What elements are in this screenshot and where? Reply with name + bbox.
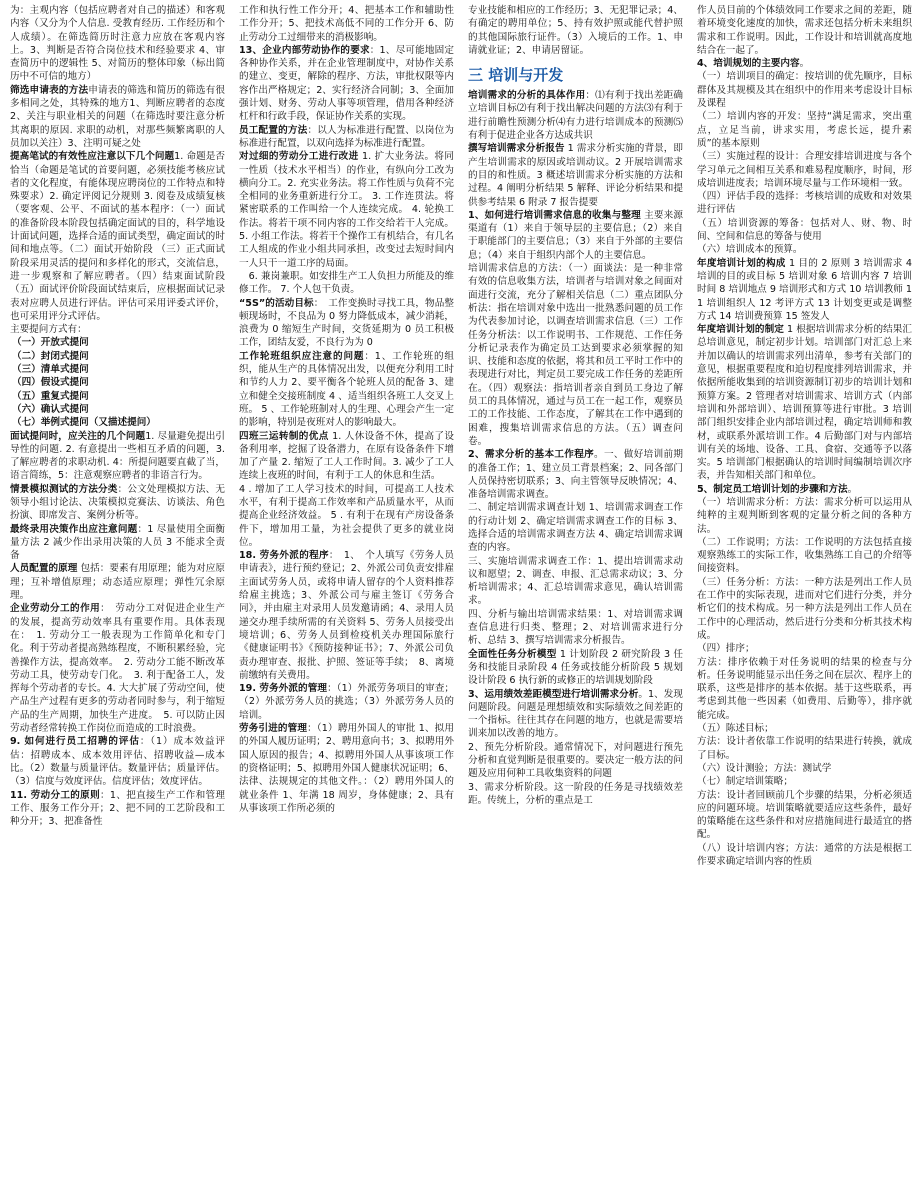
paragraph xyxy=(468,448,683,501)
paragraph-text: （八）设计培训内容；方法：通常的方法是根据工作要求确定培训内容的性质 xyxy=(697,842,912,867)
paragraph-text: （六）培训成本的预算。 xyxy=(697,244,803,256)
paragraph-heading: 11. 劳动分工的原则 xyxy=(10,789,100,801)
paragraph-text: 二、制定培训需求调查计划 1、培训需求调查工作的行动计划 2、确定培训需求调查工作的目标 3、选择合适的培训需求调查方法 4、确定培训需求调查的内容。 xyxy=(468,502,683,554)
paragraph xyxy=(697,4,912,57)
paragraph xyxy=(468,648,683,688)
paragraph xyxy=(697,70,912,110)
paragraph xyxy=(468,688,683,741)
paragraph-text: ：1 尽量使用全面衡量方法 2 减少作出录用决策的人员 3 不能求全责备 xyxy=(10,523,225,562)
paragraph-text: 1 计划阶段 2 研究阶段 3 任务和技能目录阶段 4 任务或技能分析阶段 5 规划设计阶段 6 执行新的或修正的培训规划阶段 xyxy=(468,648,683,687)
paragraph-text: ：1、尽可能地固定各种协作关系，并在企业管理制度中，对协作关系的建立、变更，解除的程序、方法，审批权限等内容作出严格规定；2、实行经济合同制；3、全面加强计划、财务、劳动人事等项管理，借用各种经济杠杆和行政手段，保证协作关系的实现。 xyxy=(239,44,454,123)
paragraph xyxy=(468,209,683,262)
paragraph-text: ： 工作变换时寻找工具，物品整顿现场时，不良品为 0 努力降低成本，减少消耗，浪费为 0 缩短生产时间，交货延期为 0 员工积极工作，团结友爱，不良行为为 0 xyxy=(239,297,454,349)
paragraph-text: ：1、把直接生产工作和管理工作、服务工作分开；2、把不同的工艺阶段和工种分开；3、把准备性 xyxy=(10,789,225,828)
paragraph xyxy=(10,483,225,523)
paragraph-heading: 培训需求的分析的具体作用 xyxy=(468,90,586,102)
paragraph xyxy=(697,110,912,150)
paragraph-text: （二）培训内容的开发：坚持“满足需求，突出重点，立足当前，讲求实用，考虑长远，提升素质”的基本原则 xyxy=(697,111,912,149)
paragraph xyxy=(697,496,912,536)
paragraph-text: 主要提问方式有： xyxy=(10,324,87,336)
paragraph xyxy=(697,190,912,217)
paragraph xyxy=(10,562,225,602)
paragraph-text: 2、预先分析阶段。通常情况下，对问题进行预先分析和直觉判断是很重要的。要决定一般方法的问题及应用何种工具收集资料的问题 xyxy=(468,741,683,780)
question-type-item: （三）清单式提问 xyxy=(12,364,89,376)
paragraph-text: （五）培训资源的筹备：包括对人、财、物、时间、空间和信息的筹备与使用 xyxy=(697,217,912,243)
paragraph-text: 作人员目前的个体绩效同工作要求之间的差距，随着环境变化速度的加快，需求还包括分析未来组织需求和工作说明。因此，工作设计和培训就高度地结合在一起了。 xyxy=(697,5,912,56)
paragraph xyxy=(468,555,683,608)
paragraph-text: 4 . 增加了工人学习技术的时间，可提高工人技术水平，有利于提高工作效率和产品质量水平，从而提高企业经济效益。 5 . 有利于在现有产房设备条件下，增加用工量，为社会提供了更多的就业岗位。 xyxy=(239,483,454,548)
paragraph-text: ：⑴有利于找出差距确立培训目标⑵有利于找出解决问题的方法⑶有利于进行前瞻性预测分析⑷有力进行培训成本的预测⑸有利于促进企业各方达成共识 xyxy=(468,90,683,142)
paragraph xyxy=(697,536,912,576)
paragraph xyxy=(239,350,454,430)
paragraph-text: ：以人为标准进行配置、以岗位为标准进行配置，以双向选择为标准进行配置。 xyxy=(239,124,454,149)
paragraph-text: （七）制定培训策略； xyxy=(697,776,793,788)
question-type-item: （五）重复式提问 xyxy=(12,390,89,402)
paragraph xyxy=(697,656,912,722)
paragraph-text: ： 劳动分工对促进企业生产的发展，提高劳动效率具有重要作用。具体表现在： 1. 劳动分工一般表现为工作简单化和专门化。利于劳动者提高熟练程度，不断积累经验，完善操作方法，提高效率。 2. 劳动分工能不断改革劳动工具，使劳动专门化。 3. 利于配备工人，发挥每个劳动者的专长。4. 大大扩展了劳动空间，使产品生产过程有更多的劳动者同时参与，利于缩短产品的生产周期，加快生产进度。 5. 可以防止因劳动者经常转换工作岗位而造成的工时浪费。 xyxy=(10,603,225,735)
paragraph xyxy=(697,217,912,244)
column-2 xyxy=(239,4,454,1191)
paragraph-text: 包括：要素有用原理；能为对应原理；互补增值原理；动态适应原理；弹性冗余原理。 xyxy=(10,563,225,602)
paragraph-text: 方法：设计者依靠工作说明的结果进行转换，就成了目标。 xyxy=(697,736,912,761)
paragraph xyxy=(697,762,912,775)
paragraph xyxy=(468,89,683,142)
paragraph-text: 6. 兼岗兼职。如安排生产工人负担力所能及的维修工作。 7. 个人包干负责。 xyxy=(239,270,454,296)
paragraph xyxy=(239,549,454,682)
paragraph-heading: 2、需求分析的基本工作程序 xyxy=(468,449,595,461)
paragraph xyxy=(239,722,454,815)
paragraph xyxy=(697,483,912,496)
paragraph-heading: 员工配置的方法 xyxy=(239,124,308,136)
paragraph-text: 主要来源渠道有（1）来自于领导层的主要信息；（2）来自于职能部门的主要信息；（3）来自于外部的主要信息；（4）来自于组织内部个人的主要信息。 xyxy=(468,209,683,261)
column-3 xyxy=(468,4,683,1191)
paragraph-text: ：（1）成本效益评估：招聘成本、成本效用评估、招聘收益—成本比。（2）数量与质量评估。数量评估；质量评估。（3）信度与效度评估。信度评估；效度评估。 xyxy=(10,736,225,788)
paragraph-text: 四、分析与输出培训需求结果：1、对培训需求调查信息进行归类、整理；2、对培训需求进行分析、总结 3、撰写培训需求分析报告。 xyxy=(468,608,683,647)
paragraph xyxy=(10,150,225,323)
paragraph-text: 1 需求分析实施的背景，即产生培训需求的原因或培训动议。2 开展培训需求的目的和性质。3 概述培训需求分析实施的方法和过程。4 阐明分析结果 5 解释、评论分析结果和提供参考结果 6 附录 7 报告提要 xyxy=(468,143,683,208)
question-type-item: （四）假设式提问 xyxy=(12,377,89,389)
paragraph-heading: 19. 劳务外派的管理 xyxy=(239,683,328,695)
question-type-item: （七）举例式提问（又描述提问） xyxy=(12,417,156,429)
paragraph-text: 专业技能和相应的工作经历；3、无犯罪记录；4、有确定的聘用单位；5、持有效护照或能代替护照的其他国际旅行证件。（3）入境后的工作。1、申请就业证；2、申请居留证。 xyxy=(468,5,683,56)
paragraph-text: 1. 尽量避免提出引导性的问题. 2. 有意提出一些相互矛盾的问题，3. 了解应聘者的求职动机. 4：所提问题要直截了当，语言简练，5：注意观察应聘者的非语言行为。 xyxy=(10,430,225,482)
paragraph-heading: 年度培训计划的构成 xyxy=(697,257,786,269)
paragraph-heading: 1、如何进行培训需求信息的收集与整理 xyxy=(468,209,641,221)
paragraph-heading: 3、运用绩效差距模型进行培训需求分析 xyxy=(468,688,639,700)
paragraph-text: 1 根据培训需求分析的结果汇总培训意见，制定初步计划。培训部门对汇总上来并加以确认的培训需求列出清单，参考有关部门的意见，根据重要程度和迫切程度排列培训需求，并依据所能收集到的培训资源制订初步的培训计划和预算方案。2 管理者对培训需求、培训方式（内部培训和外部培训）、培训预算等进行审批。3 培训部门组织安排企业内部培训过程，确定培训师和教材，或联系外派培训工作。4 后勤部门对与内部培训有关的场地、设备、工具、食宿、交通等予以落实。5 培训部门根据确认的培训时间编制培训次序表，并告知相关部门和单位。 xyxy=(697,324,912,482)
paragraph-heading: 情景模拟测试的方法分类 xyxy=(10,483,118,495)
paragraph xyxy=(239,297,454,350)
question-type-item: （一）开放式提问 xyxy=(12,337,89,349)
paragraph-heading: 撰写培训需求分析报告 xyxy=(468,143,565,155)
paragraph-heading: 最终录用决策作出应注意问题 xyxy=(10,523,138,535)
paragraph xyxy=(239,682,454,722)
paragraph-text: 。1、发现问题阶段。问题是理想绩效和实际绩效之间差距的一个指标。往往其存在问题的地方，也就是需要培训来加以改善的地方。 xyxy=(468,688,683,740)
paragraph-heading: 企业劳动分工的作用 xyxy=(10,603,101,615)
paragraph-text: 。 xyxy=(799,58,810,70)
paragraph xyxy=(239,44,454,124)
paragraph-text: （三）实施过程的设计：合理安排培训进度与各个学习单元之间相互关系和难易程度顺序，时间，形成培训进度表；培训环境尽量与工作环境相一致。 xyxy=(697,151,912,189)
paragraph-text: 方法：排序依赖于对任务说明的结果的检查与分析。任务说明能显示出任务之间在层次、程序上的联系，这些是排序的基本依据。基于这些联系，再考虑到其他一些因素（如费用、后勤等），排序就能完成。 xyxy=(697,656,912,721)
paragraph-text: ：（1）外派劳务项目的审查；（2）外派劳务人员的挑选；（3）外派劳务人员的培训。 xyxy=(239,683,454,721)
paragraph-text: ：公文处理模拟方法、无领导小组讨论法、决策模拟竞赛法、访谈法、角色扮演、即席发言、案例分析等。 xyxy=(10,483,225,522)
question-type-item: （二）封闭式提问 xyxy=(12,350,89,362)
paragraph xyxy=(239,4,454,44)
paragraph-heading: 工作轮班组织应注意的问题 xyxy=(239,350,365,362)
paragraph-heading: 4、培训规划的主要内容 xyxy=(697,58,800,70)
paragraph xyxy=(10,735,225,788)
paragraph xyxy=(10,602,225,735)
paragraph-text: （四）排序； xyxy=(697,643,755,655)
paragraph xyxy=(697,257,912,323)
paragraph-heading: 年度培训计划的制定 xyxy=(697,324,784,336)
paragraph xyxy=(697,789,912,842)
paragraph xyxy=(468,4,683,57)
paragraph xyxy=(239,430,454,483)
paragraph-text: 1 目的 2 原则 3 培训需求 4 培训的目的或目标 5 培训对象 6 培训内容 7 培训时间 8 培训地点 9 培训形式和方式 10 培训教师 11 培训组织人 12 考评方式 13 计划变更或是调整方式 14 培训费预算 15 签发人 xyxy=(697,257,912,322)
paragraph xyxy=(239,270,454,297)
paragraph-heading: 人员配置的原理 xyxy=(10,563,78,575)
question-type-item: （六）确认式提问 xyxy=(12,403,89,415)
paragraph-heading: 劳务引进的管理 xyxy=(239,723,308,735)
paragraph-text: 工作和执行性工作分开；4、把基本工作和辅助性工作分开；5、把技术高低不同的工作分开 6、防止劳动分工过细带来的消极影响。 xyxy=(239,5,454,43)
paragraph xyxy=(697,243,912,256)
paragraph xyxy=(697,150,912,190)
paragraph-text: 1. 扩大业务法。将同一性质（技术水平相当）的作业，有纵向分工改为横向分工。2. 充实业务法。将工作性质与负荷不完全相同的业务重新进行分工。 3. 工作连贯法。将紧密联系的工作叫给一个人连续完成。 4. 轮换工作法。将若干项不同内容的工作交给若干人完成。 5. 小组工作法。将若干个操作工有机结合，有几名工人组成的作业小组共同承担，改变过去短时间内一人只干一道工序的局面。 xyxy=(239,151,454,269)
paragraph xyxy=(10,789,225,829)
paragraph-text: （一）培训项目的确定：按培训的优先顺序，目标群体及其规模及其在组织中的作用来考虑设计目标及课程 xyxy=(697,71,912,110)
column-4 xyxy=(697,4,912,1191)
paragraph-text: 1. 命题是否恰当（命题是笔试的首要问题，必须技能考核应试者的文化程度，有能体现应聘岗位的工作特点和特殊要求）2. 确定评阅记分规则 3. 阅卷及成绩复核（要客观、公平、不面试的基本程序：（一）面试的准备阶段本阶段包括确定面试的目的，科学地设计面试问题，选择合适的面试类型，确定面试的时间和地点等。（二）面试开始阶段 （三）正式面试阶段采用灵活的提问和多样化的形式，交流信息，进一步观察和了解应聘者。（四）结束面试阶段（五）面试评价阶段面试结束后，应根据面试记录表对应聘人员进行评估。评估可采用评委式评价，也可采用评分式评估。 xyxy=(10,151,225,322)
paragraph xyxy=(468,608,683,648)
paragraph-text: ：（1）聘用外国人的审批 1、拟用的外国人履历证明；2、聘用意向书；3、拟聘用外国人原因的报告；4、拟聘用外国人从事该项工作的资格证明；5、拟聘用外国人健康状况证明；6、法律、法规规定的其他文件。：（2）聘用外国人的就业条件 1、年满 18 周岁，身体健康；2、具有从事该项工作所必须的 xyxy=(239,723,454,814)
paragraph xyxy=(697,842,912,869)
paragraph-heading: 对过细的劳动分工进行改进 xyxy=(239,151,359,163)
paragraph-text: 方法：设计者回顾前几个步骤的结果，分析必须适应的问题环境。培训策略就要适应这些条件，最好的策略能在这些条件和对应措施间进行最适宜的搭配。 xyxy=(697,789,912,841)
paragraph xyxy=(10,4,225,84)
paragraph xyxy=(10,430,225,483)
paragraph-text: （一）培训需求分析：方法：需求分析可以运用从纯粹的主观判断到客观的定量分析之间的各种方法。 xyxy=(697,496,912,535)
paragraph xyxy=(468,142,683,208)
paragraph xyxy=(10,84,225,150)
paragraph-heading: 13、企业内部劳动协作的要求 xyxy=(239,44,370,56)
paragraph xyxy=(10,523,225,563)
paragraph-text: （六）设计测验；方法：测试学 xyxy=(697,762,832,774)
paragraph-text: 3、需求分析阶段。这一阶段的任务是寻找绩效差距。传统上，分析的重点是工 xyxy=(468,781,683,806)
paragraph xyxy=(468,262,683,448)
paragraph-heading: 18. 劳务外派的程序 xyxy=(239,550,329,562)
paragraph-text: （四）评估手段的选择：考核培训的成败和对效果进行评估 xyxy=(697,191,912,216)
paragraph-text: 三、实施培训需求调查工作：1、提出培训需求动议和愿望；2、调查、申报、汇总需求动议；3、分析培训需求；4、汇总培训需求意见，确认培训需求。 xyxy=(468,555,683,607)
paragraph-heading: 5、制定员工培训计划的步骤和方法 xyxy=(697,483,848,495)
paragraph xyxy=(697,735,912,762)
paragraph-heading: 筛选申请表的方法 xyxy=(10,84,89,96)
column-1 xyxy=(10,4,225,1191)
paragraph xyxy=(697,775,912,788)
paragraph xyxy=(468,741,683,781)
section-heading: 三 培训与开发 xyxy=(468,66,564,85)
paragraph xyxy=(697,57,912,70)
paragraph xyxy=(697,576,912,642)
paragraph-text: 培训需求信息的方法：（一）面谈法：是一种非常有效的信息收集方法，培训者与培训对象之间面对面进行交流，充分了解相关信息（二）重点团队分析法：指在培训对象中选出一批熟悉问题的员工作为代表参加讨论，以调查培训需求信息（三）工作任务分析法：以工作说明书、工作规范、工作任务分析记录表作为确定员工达到要求必须掌握的知识、技能和态度的依据，将其和员工平时工作中的表现进行对比，判定员工要完成工作任务的差距所在。（四）观察法：指培训者亲自到员工身边了解员工的具体情况，通过与员工在一起工作，观察员工的工作技能、工作态度，了解其在工作中遇到的困难，搜集培训需求信息的方法。（五）调查问卷。 xyxy=(468,263,683,447)
paragraph-heading: 全面性任务分析模型 xyxy=(468,648,557,660)
paragraph xyxy=(697,722,912,735)
paragraph-text: 。一、做好培训前期的准备工作；1、建立员工背景档案；2、同各部门人员保持密切联系；3、向主管领导反映情况；4、准备培训需求调查。 xyxy=(468,449,683,501)
paragraph xyxy=(10,323,225,336)
paragraph-text: ：1、工作轮班的组织，能从生产的具体情况出发，以便充分利用工时和节约人力 2、要平衡各个轮班人员的配备 3、建立和健全交接班制度 4 、适当组织各班工人交叉上班。 5 、工作轮班制对人的生理、心理会产生一定的影响，特别是夜班对人的影响最大。 xyxy=(239,350,454,429)
paragraph-text: ： 1、 个人填写《劳务人员申请表》，进行预约登记；2、外派公司负责安排雇主面试劳务人员，或将申请人留存的个人资料推荐给雇主挑选；3、外派公司与雇主签订《劳务合同》，并由雇主对录用人员发邀请函；4、录用人员递交办理手续所需的有关资料 5、劳务人员接受出境培训；6、劳务人员到检疫机关办理国际旅行《健康证明书》《预防接种证书》；7、外派公司负责办理审查、报批、护照、签证等手续； 8、离境前缴纳有关费用。 xyxy=(239,550,454,681)
paragraph xyxy=(239,124,454,151)
paragraph-text: （五）陈述目标； xyxy=(697,723,774,735)
paragraph-text: 。 xyxy=(847,483,858,495)
paragraph-heading: “5S”的活动目标 xyxy=(239,297,314,309)
paragraph-text: 1. 人休设备不休，提高了设备利用率，挖掘了设备潜力，在原有设备条件下增加了产量 2. 缩短了工人工作时间。3. 减少了工人连续上夜班的时间，有利于工人的休息和生活。 xyxy=(239,430,454,482)
paragraph-heading: 四班三运转制的优点 xyxy=(239,430,329,442)
paragraph-heading: 9. 如何进行员工招聘的评估 xyxy=(10,736,140,748)
paragraph-text: 申请表的筛选和简历的筛选有很多相同之处，其特殊的地方1、判断应聘者的态度 2、关注与职业相关的问题（在筛选时要注意分析其离职的原因. 求职的动机，对那些频繁离职的人员加以关注）3、注明可疑之处 xyxy=(10,84,225,149)
paragraph-text: （二）工作说明；方法：工作说明的方法包括直接观察熟练工的实际工作，收集熟练工自己的介绍等间接资料。 xyxy=(697,536,912,575)
paragraph xyxy=(697,642,912,655)
paragraph xyxy=(468,781,683,808)
paragraph-heading: 面试提问时，应关注的几个问题 xyxy=(10,430,146,442)
paragraph xyxy=(239,483,454,549)
paragraph-text: 为：主观内容（包括应聘者对自己的描述）和客观内容（又分为个人信息. 受教育经历. 工作经历和个人成绩）。在筛选简历时注意力应放在客观内容上。3、判断是否符合岗位技术和经验要求 4、审查简历中的逻辑性 5、对简历的整体印象（标出简历中不可信的地方） xyxy=(10,5,225,83)
paragraph-heading: 提高笔试的有效性应注意以下几个问题 xyxy=(10,151,175,163)
paragraph xyxy=(239,150,454,270)
paragraph xyxy=(697,323,912,483)
paragraph-text: （三）任务分析：方法：一种方法是列出工作人员在工作中的实际表现，进而对它们进行分类，并分析它们的技术构成。另一种方法是列出工作人员在工作中的心理活动，然后进行分类和分析其技术构成。 xyxy=(697,576,912,641)
paragraph xyxy=(468,501,683,554)
